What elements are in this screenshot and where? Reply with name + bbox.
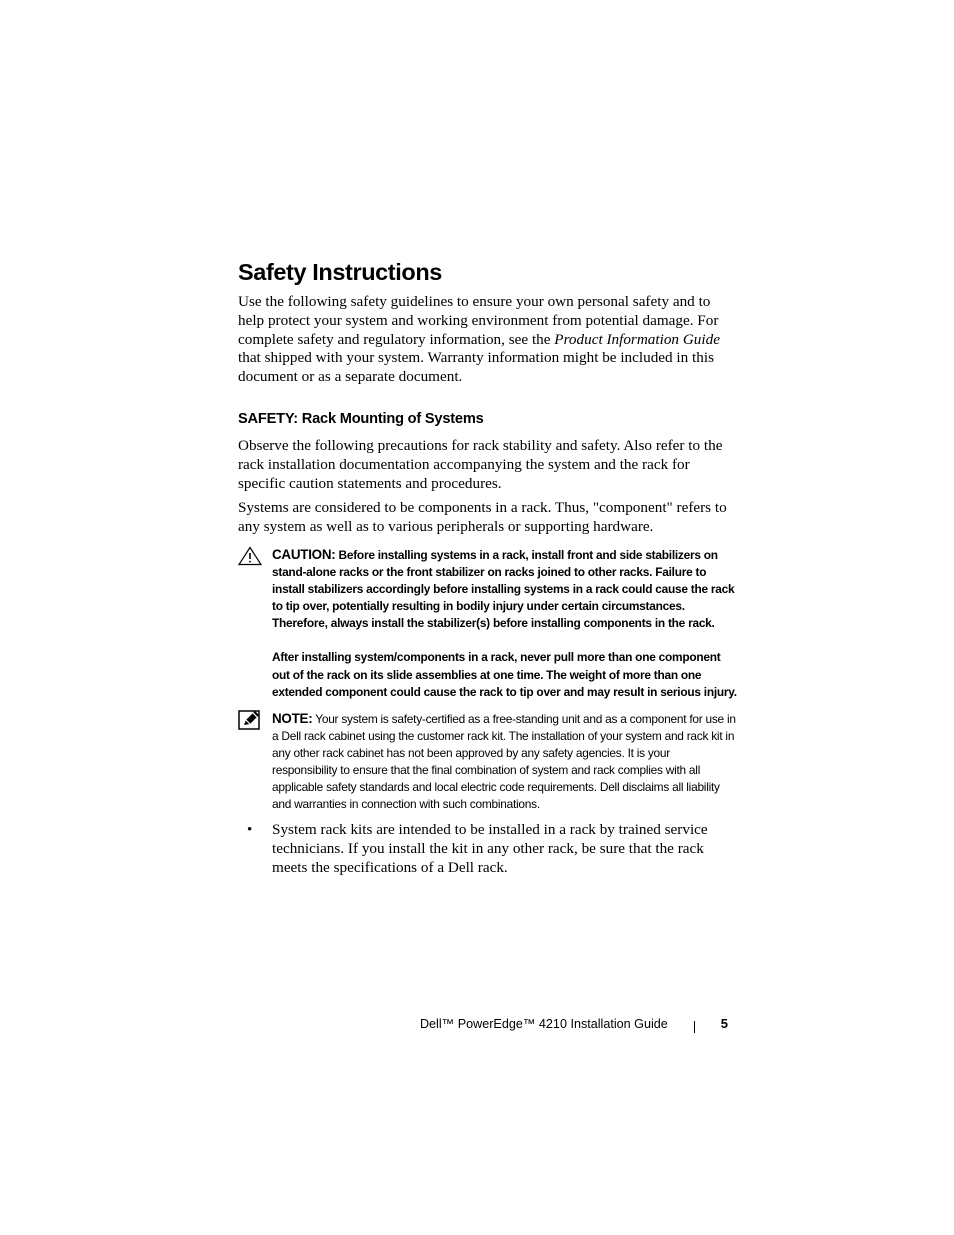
caution-text xyxy=(272,546,738,632)
caution-text-2: After installing system/components in a rack, never pull more than one component out of the rack on its slide assemblies at one time. The weight of more than one extended component could cause the rack to tip over and may result in serious injury. xyxy=(272,650,737,699)
intro-text-end: that shipped with your system. Warranty information might be included in this document or as a separate document. xyxy=(238,349,714,386)
components-paragraph: Systems are considered to be components in a rack. Thus, "component" refers to any system as well as to various peripherals or supporting hardware. xyxy=(238,499,727,536)
note-label: NOTE: xyxy=(272,710,313,726)
caution-label: CAUTION: xyxy=(272,546,336,562)
footer-guide-title: Dell™ PowerEdge™ 4210 Installation Guide xyxy=(419,1017,668,1031)
warning-triangle-icon xyxy=(238,546,262,566)
section-heading: SAFETY: Rack Mounting of Systems xyxy=(238,410,484,427)
page-number: 5 xyxy=(720,1016,728,1031)
intro-text-start: Use the following safety guidelines to ensure your own personal safety and to help protect your system and working environment from potential damage. For complete safety and regulatory information, see the xyxy=(238,293,719,348)
intro-paragraph xyxy=(238,293,738,387)
footer-divider xyxy=(694,1021,695,1033)
pencil-note-icon xyxy=(238,710,262,730)
list-item xyxy=(238,821,738,877)
note-notice xyxy=(238,710,738,814)
page-title: Safety Instructions xyxy=(238,259,442,285)
precautions-paragraph: Observe the following precautions for rack stability and safety. Also refer to the rack installation documentation accompanying the system and the rack for specific caution statements and procedures. xyxy=(238,436,723,492)
note-body: Your system is safety-certified as a free-standing unit and as a component for use in a Dell rack cabinet using the customer rack kit. The installation of your system and rack kit in any other rack cabinet has not been approved by any safety agencies. It is your responsibility to ensure that the final combination of system and rack complies with all applicable safety standards and local electric code requirements. Dell disclaims all liability and warranties in connection with such combinations. xyxy=(272,711,736,812)
note-text xyxy=(272,710,738,814)
bullet-icon: • xyxy=(247,822,253,839)
bullet-text: System rack kits are intended to be installed in a rack by trained service technicians. If you install the kit in any other rack, be sure that the rack meets the specifications of a Dell rack. xyxy=(272,821,708,876)
page-footer xyxy=(420,1014,728,1034)
caution-notice xyxy=(238,546,738,701)
page-content xyxy=(238,254,738,878)
caution-body: Before installing systems in a rack, install front and side stabilizers on stand-alone racks or the front stabilizer on racks joined to other racks. Failure to install stabilizers accordingly before installing systems in a rack could cause the rack to tip over, potentially resulting in bodily injury under certain circumstances. Therefore, always install the stabilizer(s) before installing components in the rack. xyxy=(272,547,735,631)
product-information-guide-reference: Product Information Guide xyxy=(554,330,720,348)
